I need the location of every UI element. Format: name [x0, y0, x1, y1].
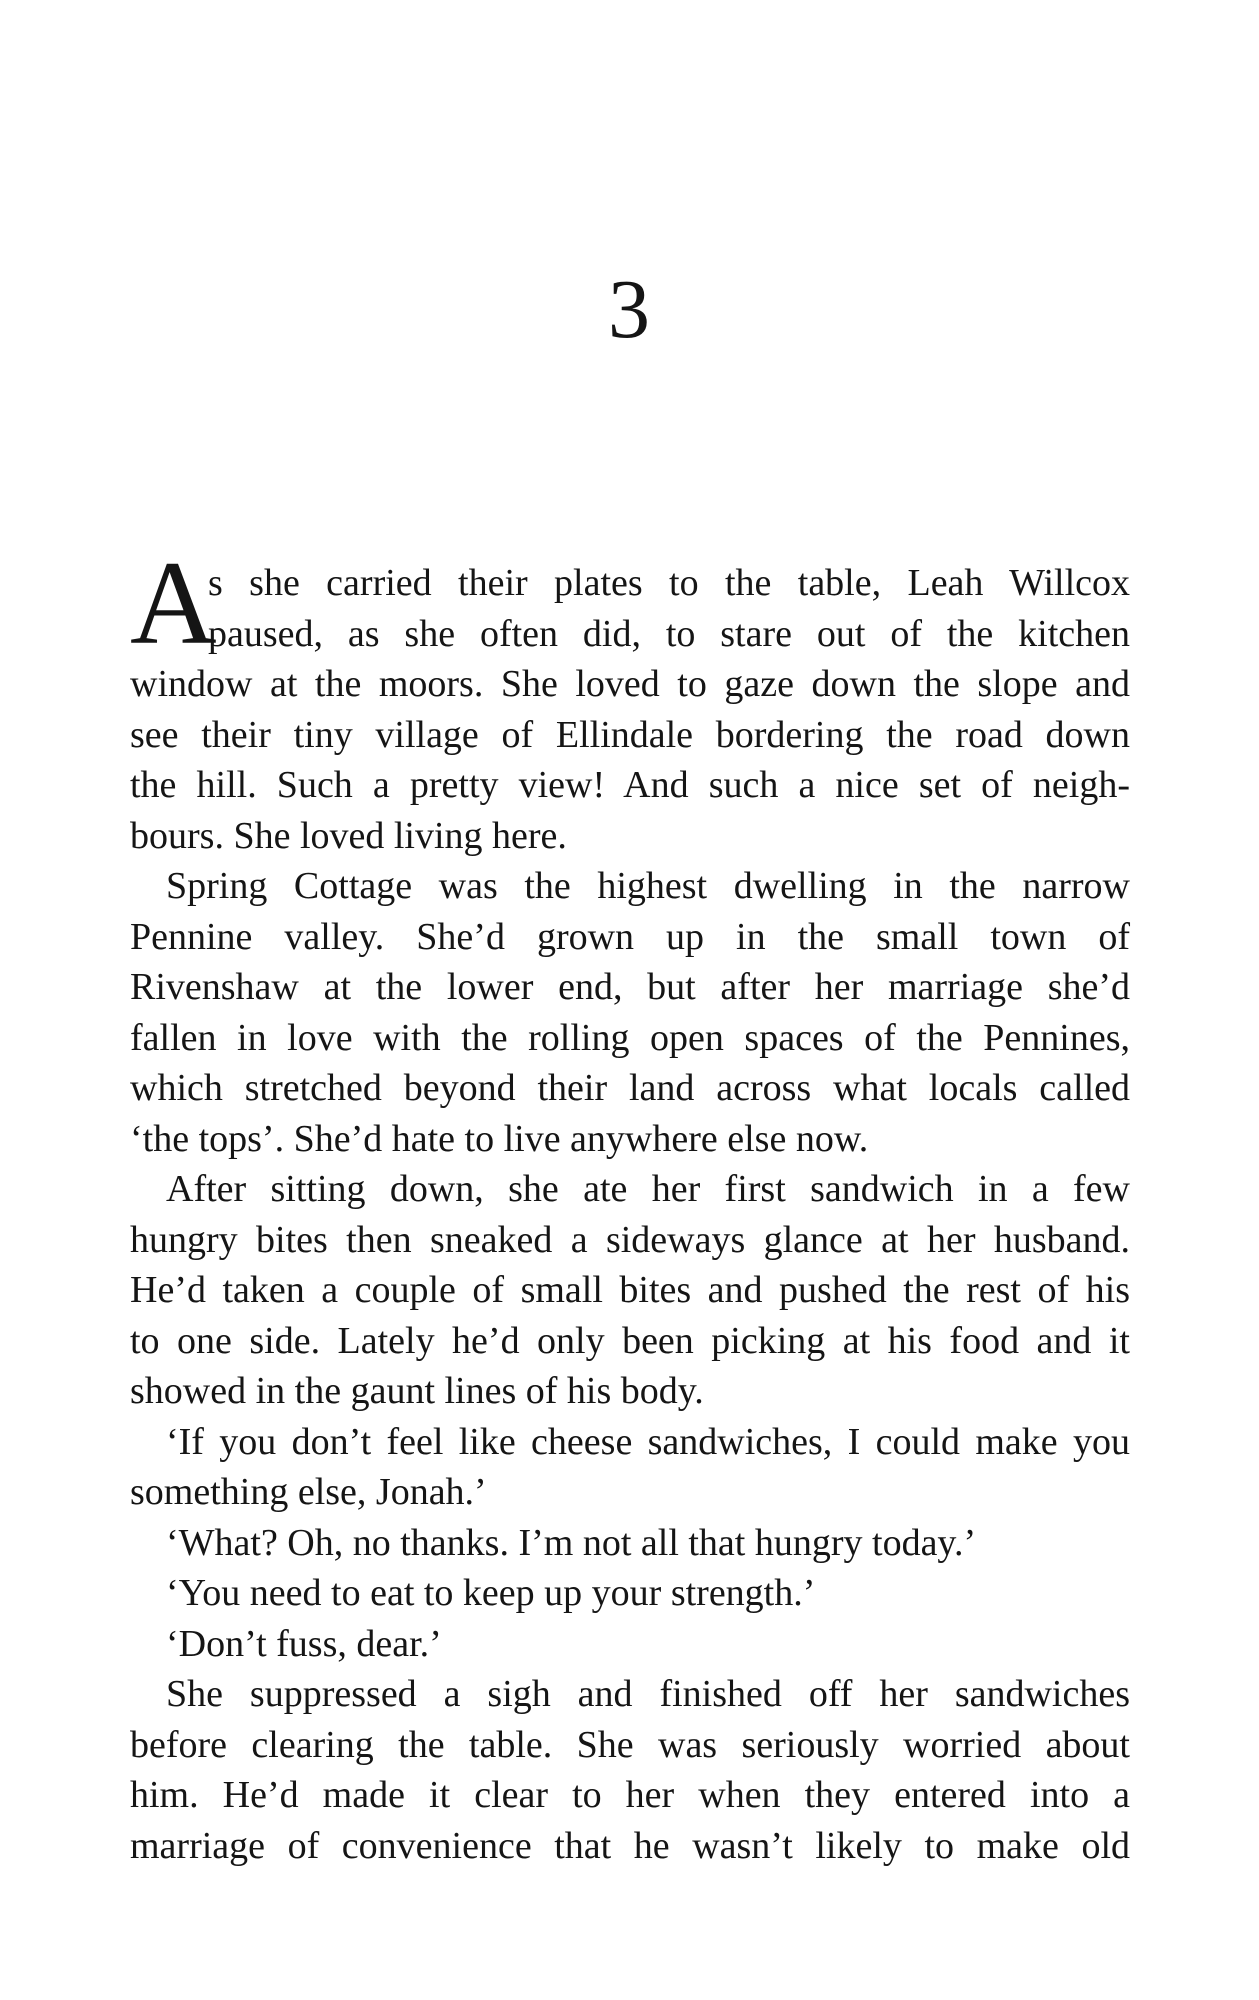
- text-line: ‘If you don’t feel like cheese sandwiches, I could make you: [166, 1420, 1130, 1463]
- paragraph-8: [130, 1669, 1130, 1871]
- text-line: ‘You need to eat to keep up your strength.’: [166, 1572, 816, 1614]
- text-line: see their tiny village of Ellindale bordering the road down: [130, 713, 1130, 756]
- text-line: Pennine valley. She’d grown up in the small town of: [130, 915, 1130, 958]
- text-line: which stretched beyond their land across what locals called: [130, 1067, 1130, 1109]
- text-line: ‘the tops’. She’d hate to live anywhere else now.: [130, 1117, 869, 1160]
- text-line: He’d taken a couple of small bites and pushed the rest of his: [130, 1269, 1130, 1311]
- paragraph-2: [130, 861, 1130, 1164]
- text-line: After sitting down, she ate her first sandwich in a few: [166, 1168, 1130, 1210]
- chapter-number: 3: [608, 263, 651, 356]
- text-line: to one side. Lately he’d only been picking at his food and it: [130, 1319, 1130, 1362]
- text-line: something else, Jonah.’: [130, 1471, 487, 1513]
- paragraph-7: [130, 1619, 1130, 1670]
- text-line: Spring Cottage was the highest dwelling in the narrow: [166, 865, 1130, 907]
- text-line: ‘Don’t fuss, dear.’: [166, 1622, 442, 1665]
- paragraph-1: [130, 558, 1130, 861]
- paragraph-4: [130, 1417, 1130, 1518]
- text-line: showed in the gaunt lines of his body.: [130, 1370, 704, 1412]
- text-line: Rivenshaw at the lower end, but after her marriage she’d: [130, 966, 1130, 1008]
- text-line: bours. She loved living here.: [130, 814, 567, 857]
- text-line: paused, as she often did, to stare out of the kitchen: [208, 612, 1130, 655]
- text-line: ‘What? Oh, no thanks. I’m not all that hungry today.’: [166, 1521, 977, 1564]
- paragraph-3: [130, 1164, 1130, 1417]
- text-line: window at the moors. She loved to gaze down the slope and: [130, 663, 1130, 705]
- text-line: hungry bites then sneaked a sideways glance at her husband.: [130, 1218, 1130, 1261]
- paragraph-6: [130, 1568, 1130, 1619]
- text-line: the hill. Such a pretty view! And such a nice set of neigh-: [130, 764, 1130, 806]
- text-line: s she carried their plates to the table, Leah Willcox: [208, 562, 1130, 604]
- text-line: him. He’d made it clear to her when they entered into a: [130, 1774, 1130, 1816]
- drop-cap: A: [130, 536, 217, 669]
- text-line: fallen in love with the rolling open spaces of the Pennines,: [130, 1016, 1130, 1059]
- body-text: [130, 558, 1130, 1871]
- text-line: She suppressed a sigh and finished off her sandwiches: [166, 1673, 1130, 1715]
- text-line: before clearing the table. She was seriously worried about: [130, 1723, 1130, 1766]
- text-line: marriage of convenience that he wasn’t likely to make old: [130, 1824, 1130, 1867]
- paragraph-5: [130, 1518, 1130, 1569]
